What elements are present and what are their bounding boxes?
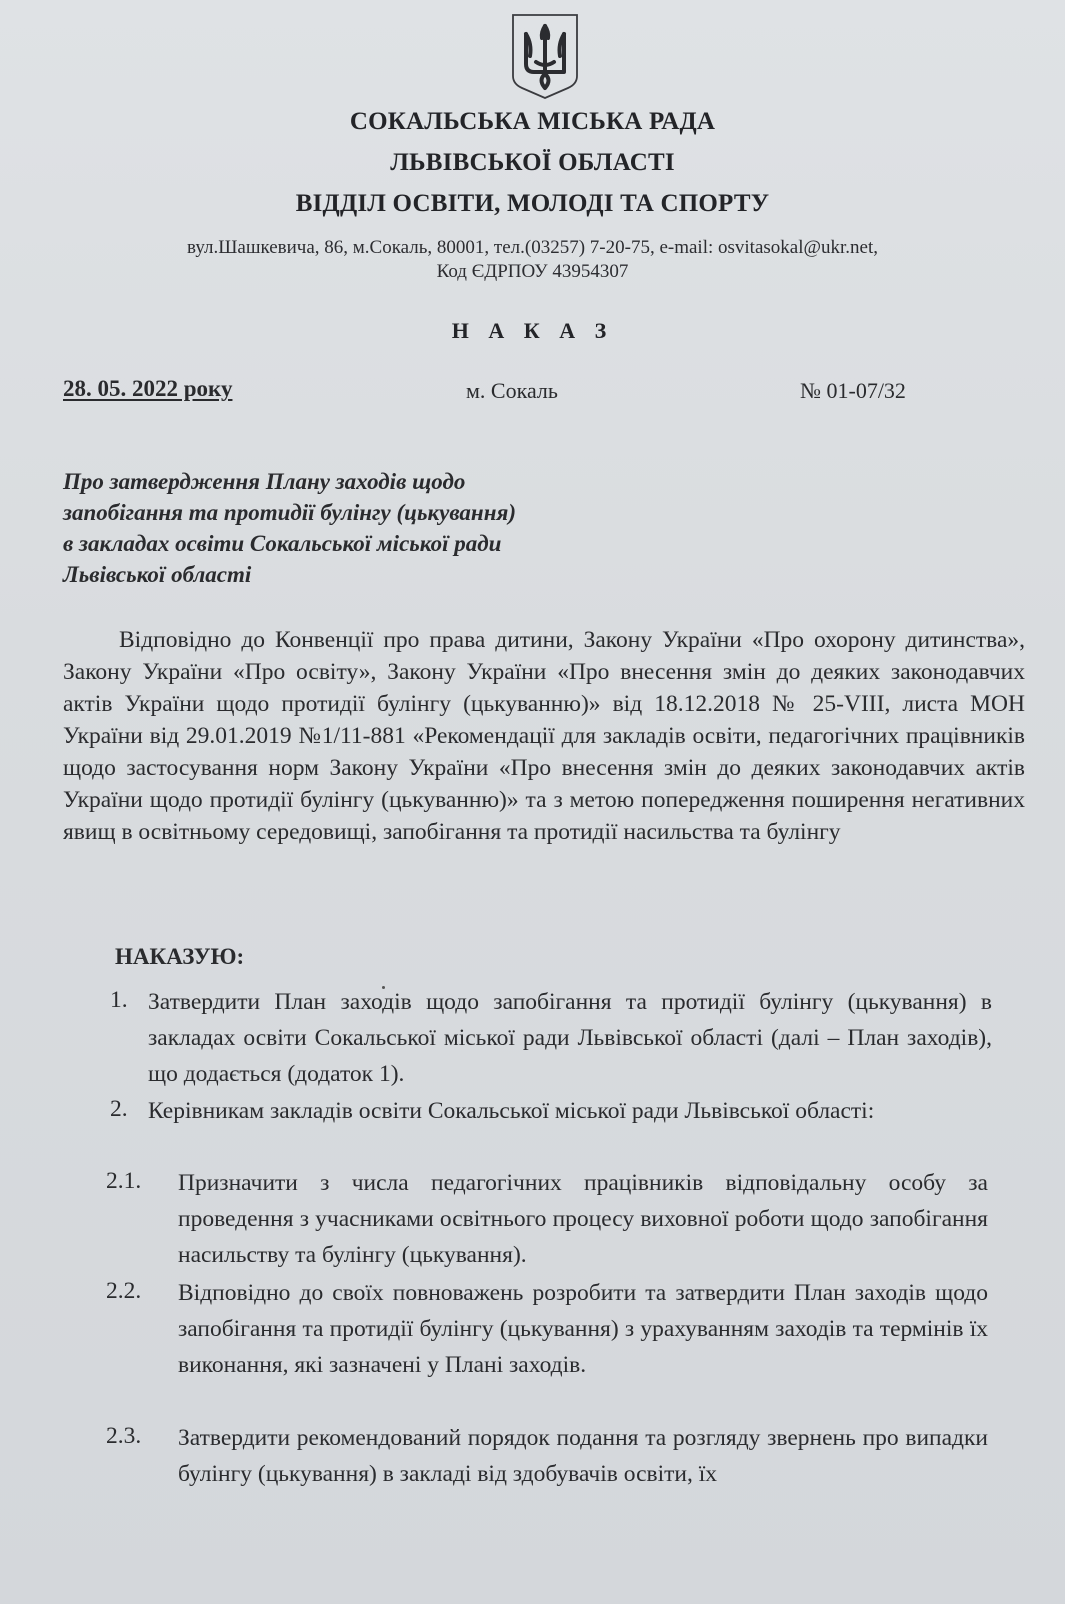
item-number: 2.2. bbox=[106, 1278, 142, 1304]
subject-line: запобігання та протидії булінгу (цькування) bbox=[63, 500, 516, 525]
order-date: 28. 05. 2022 року bbox=[63, 376, 233, 401]
item-text: Призначити з числа педагогічних працівників відповідальну особу за проведення з учасниками освітнього процесу виховної роботи щодо запобігання насильству та булінгу (цькування). bbox=[178, 1170, 988, 1268]
coat-of-arms-icon bbox=[510, 12, 580, 100]
order-number: № 01-07/32 bbox=[800, 378, 906, 403]
order-subject bbox=[63, 466, 663, 590]
order-subitem bbox=[106, 1165, 986, 1275]
item-number: 2.3. bbox=[106, 1423, 142, 1449]
item-text: Відповідно до своїх повноважень розробити та затвердити План заходів щодо запобігання та протидії булінгу (цькування) з урахуванням заходів та термінів їх виконання, які зазначені у Плані заходів. bbox=[178, 1280, 988, 1378]
order-subitem bbox=[106, 1275, 986, 1420]
subject-line: в закладах освіти Сокальської міської ради bbox=[63, 531, 502, 556]
org-name-line2: ЛЬВІВСЬКОЇ ОБЛАСТІ bbox=[390, 149, 675, 176]
order-word: НАКАЗУЮ: bbox=[115, 944, 245, 969]
item-number: 2. bbox=[110, 1096, 128, 1122]
item-number: 1. bbox=[110, 987, 128, 1013]
order-city: м. Сокаль bbox=[466, 378, 558, 403]
org-name-line1: СОКАЛЬСЬКА МІСЬКА РАДА bbox=[349, 108, 716, 135]
department-name: ВІДДІЛ ОСВІТИ, МОЛОДІ ТА СПОРТУ bbox=[295, 190, 770, 217]
preamble: Відповідно до Конвенції про права дитини, Закону України «Про охорону дитинства», Закону України «Про освіту», Закону України «Про внесення змін до деяких законодавчих актів України щодо протидії булінгу (цькуванню)» від 18.12.2018 № 25-VIII, листа МОН України від 29.01.2019 №1/11-881 «Рекомендації для закладів освіти, педагогічних працівників щодо застосування норм Закону України «Про внесення змін до деяких законодавчих актів України щодо протидії булінгу (цькуванню)» та з метою попередження поширення негативних явищ в освітньому середовищі, запобігання та протидії насильства та булінгу bbox=[63, 627, 1025, 845]
order-subitem bbox=[106, 1420, 986, 1500]
item-number: 2.1. bbox=[106, 1168, 142, 1194]
order-item bbox=[110, 984, 990, 1094]
item-text: Затвердити рекомендований порядок подання та розгляду звернень про випадки булінгу (цькування) в закладі від здобувачів освіти, їх bbox=[178, 1425, 988, 1487]
subject-line: Львівської області bbox=[63, 562, 252, 587]
order-item bbox=[110, 1093, 990, 1165]
document-type: Н А К А З bbox=[451, 318, 614, 343]
edrpou-code: Код ЄДРПОУ 43954307 bbox=[436, 261, 629, 282]
item-text: Затвердити План заходів щодо запобігання та протидії булінгу (цькування) в закладах освіти Сокальської міської ради Львівської області (далі – План заходів), що додається (додаток 1). bbox=[148, 989, 992, 1087]
subject-line: Про затвердження Плану заходів щодо bbox=[63, 469, 466, 494]
item-text: Керівникам закладів освіти Сокальської міської ради Львівської області: bbox=[148, 1098, 875, 1124]
address-line: вул.Шашкевича, 86, м.Сокаль, 80001, тел.(03257) 7-20-75, e-mail: osvitasokal@ukr.net, bbox=[187, 237, 878, 258]
